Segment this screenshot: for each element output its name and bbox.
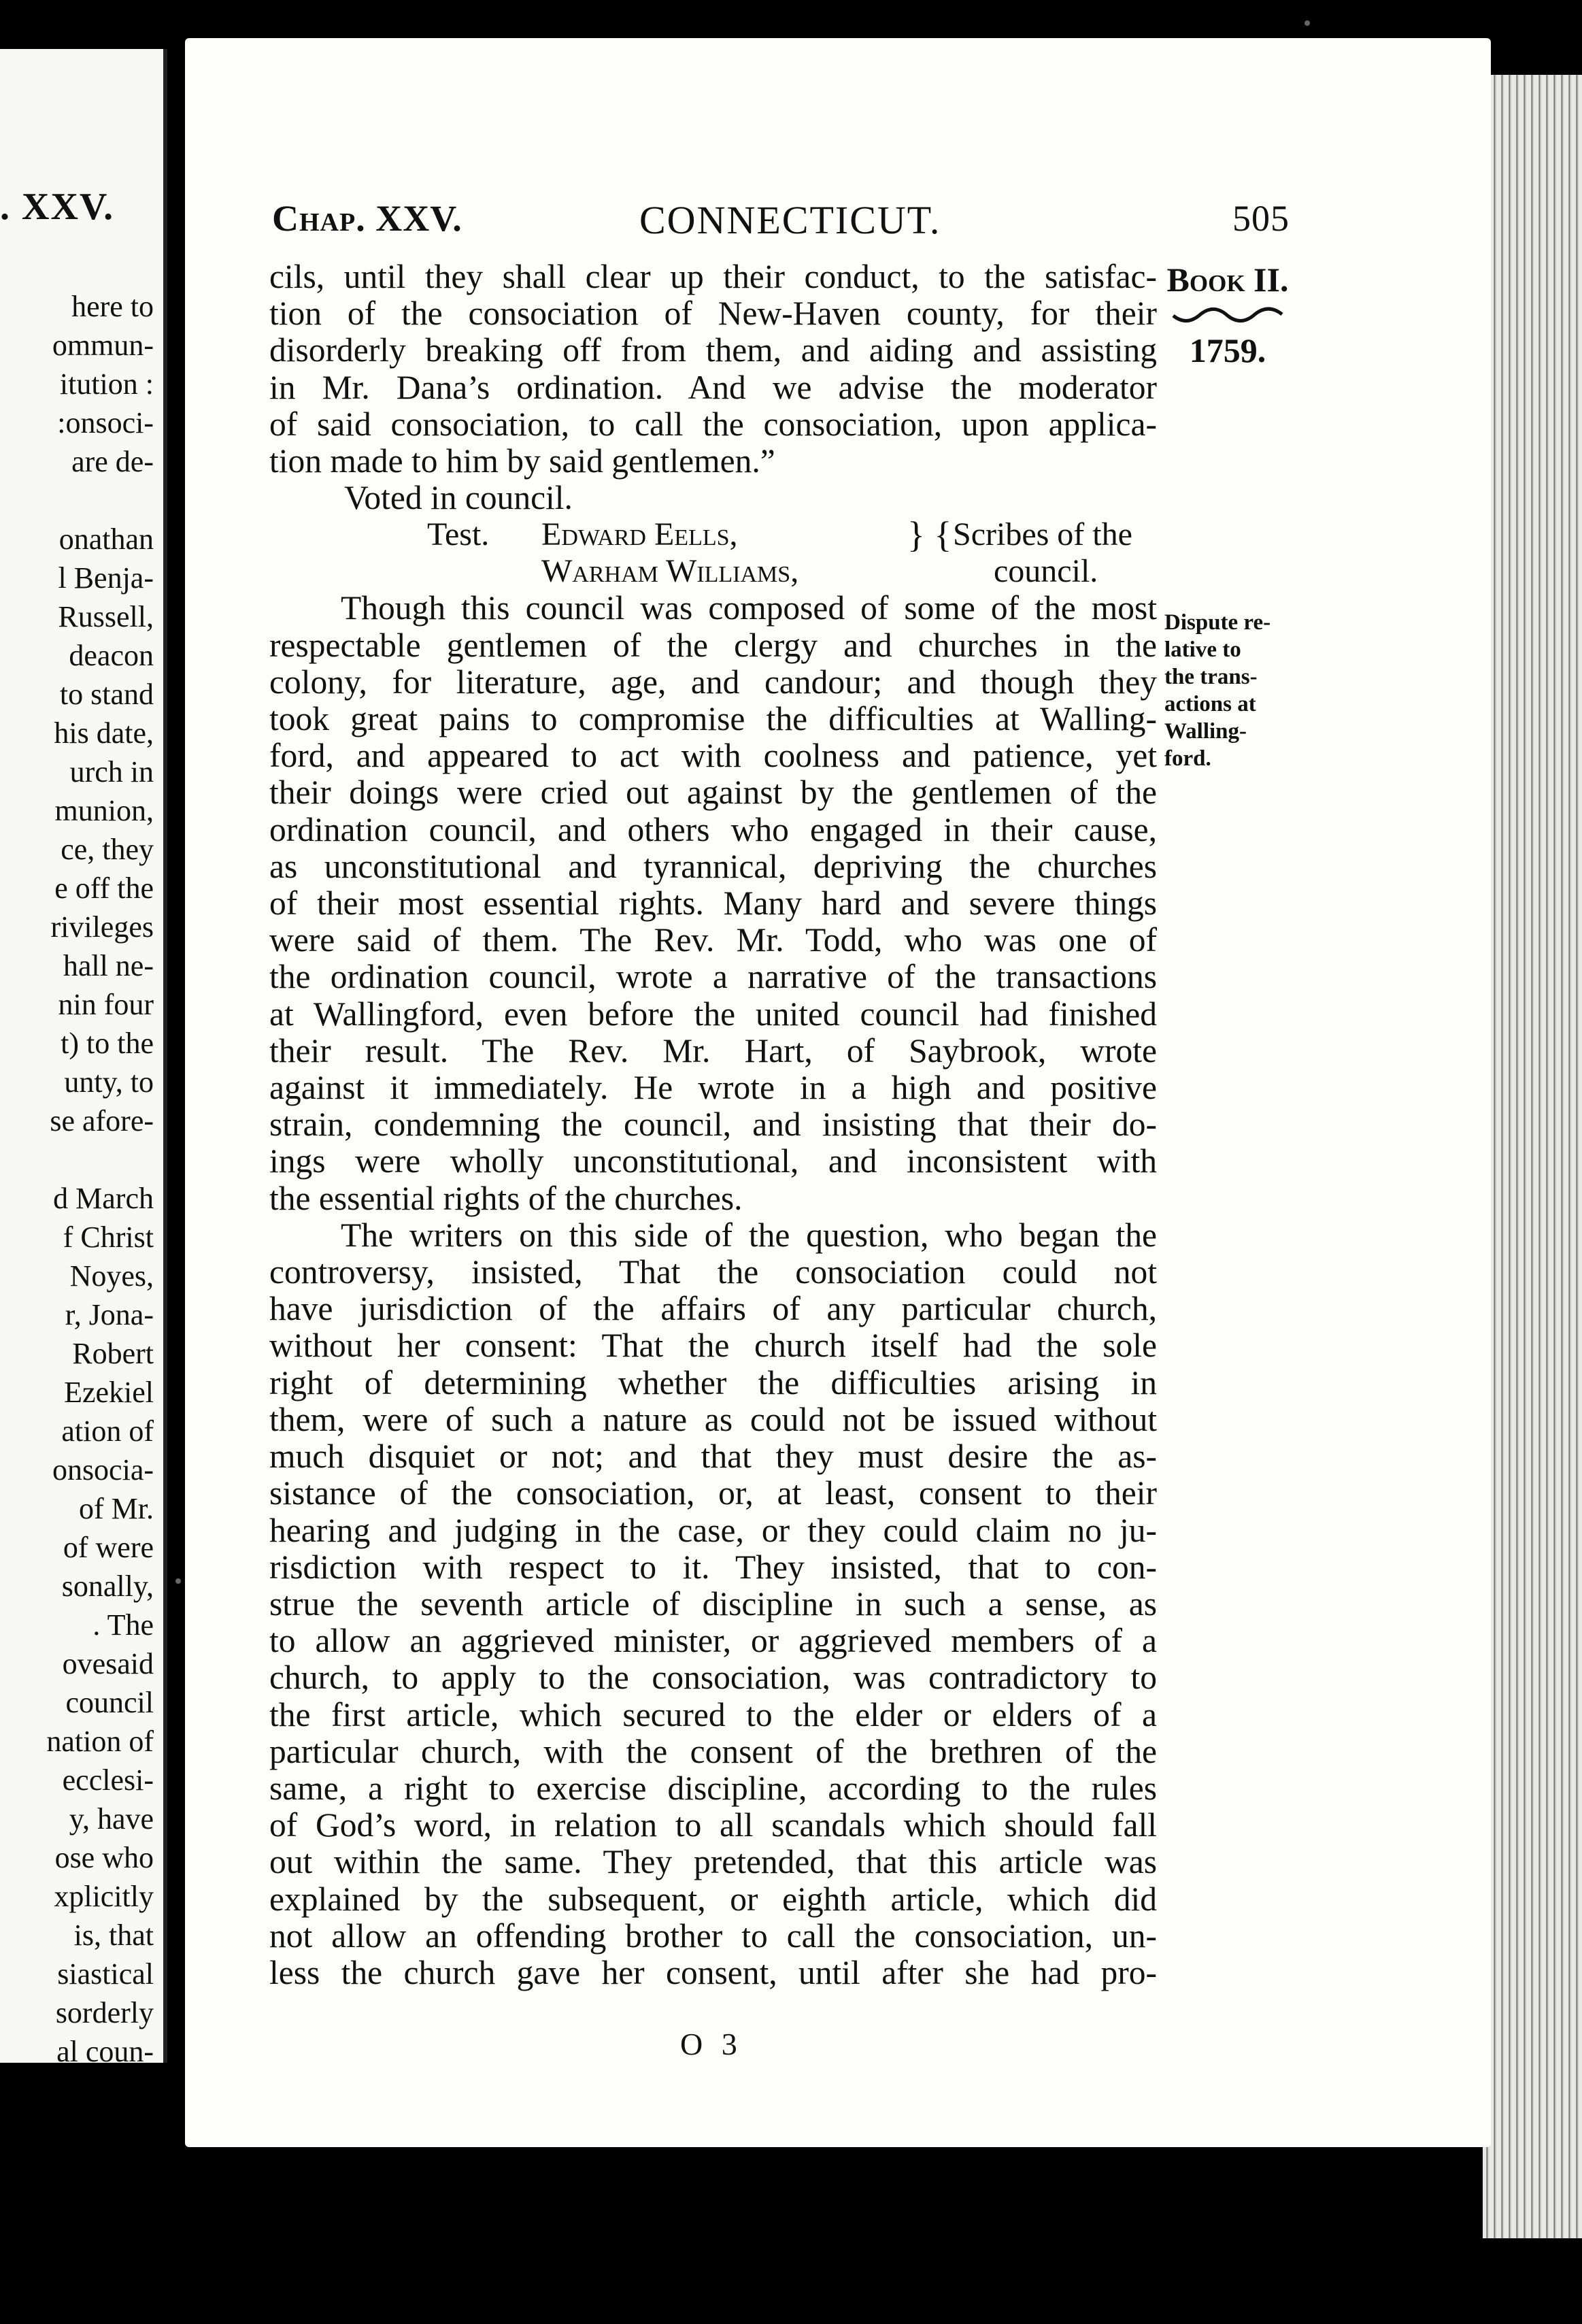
left-page-line: y, have: [69, 1802, 154, 1836]
left-page-line: Robert: [72, 1337, 154, 1370]
margin-note-line: ford.: [1164, 746, 1211, 771]
left-page-line: Russell,: [58, 600, 154, 633]
left-page-line: council: [65, 1686, 154, 1719]
text-line: less the church gave her consent, until after she had pro-: [269, 1953, 1157, 1991]
left-page-line: siastical: [57, 1957, 154, 1991]
left-page-line: rivileges: [50, 910, 154, 944]
text-line: against it immediately. He wrote in a high and positive: [269, 1069, 1157, 1107]
left-page-line: r, Jona-: [65, 1298, 154, 1331]
speck: [175, 1578, 181, 1584]
left-page-line: urch in: [69, 755, 154, 788]
left-page-line: xplicitly: [54, 1880, 154, 1913]
left-page-line: munion,: [54, 794, 154, 827]
text-line: Though this council was composed of some of the most: [341, 589, 1157, 627]
signatory-name: Edward Eells,: [541, 516, 738, 553]
text-line: same, a right to exercise discipline, according to the rules: [269, 1769, 1157, 1807]
left-page-line: itution :: [59, 367, 154, 401]
running-title: CONNECTICUT.: [639, 198, 941, 242]
left-page-line: sonally,: [61, 1570, 154, 1603]
left-page-line: d March: [53, 1182, 154, 1215]
left-page-line: e off the: [54, 872, 154, 905]
left-page-line: ommun-: [52, 329, 154, 362]
text-line: of God’s word, in relation to all scandals which should fall: [269, 1806, 1157, 1844]
text-line: right of determining whether the difficulties arising in: [269, 1363, 1157, 1401]
text-line: tion of the consociation of New-Haven county, for their: [269, 295, 1157, 333]
text-line: controversy, insisted, That the consociation could not: [269, 1253, 1157, 1291]
text-line: of said consociation, to call the consociation, upon applica-: [269, 405, 1157, 443]
text-line: explained by the subsequent, or eighth article, which did: [269, 1880, 1157, 1918]
left-page-line: [46, 1140, 154, 1179]
body-text: [269, 259, 1157, 1991]
text-line: tion made to him by said gentlemen.”: [269, 442, 775, 480]
left-page-line: onsocia-: [52, 1453, 154, 1487]
text-line: the first article, which secured to the elder or elders of a: [269, 1695, 1157, 1733]
left-page-line: ose who: [54, 1841, 154, 1874]
text-line: sistance of the consociation, or, at least, consent to their: [269, 1474, 1157, 1512]
book-label: Book II.: [1166, 261, 1289, 299]
left-page-line: of were: [63, 1531, 154, 1564]
text-line: out within the same. They pretended, that this article was: [269, 1843, 1157, 1881]
text-line: hearing and judging in the case, or they could claim no ju-: [269, 1511, 1157, 1549]
left-page-line: al coun-: [56, 2035, 154, 2063]
left-page-line: . The: [92, 1608, 154, 1642]
left-page-text: [46, 287, 154, 2063]
left-page-line: :onsoci-: [57, 406, 154, 439]
left-page-line: Noyes,: [69, 1259, 154, 1293]
left-page-line: ovesaid: [62, 1647, 154, 1680]
left-page-line: Ezekiel: [64, 1376, 154, 1409]
margin-note-line: Walling-: [1164, 719, 1247, 744]
paragraph: [269, 590, 1157, 1216]
left-page-line: ation of: [61, 1414, 154, 1448]
left-page-line: is, that: [73, 1919, 154, 1952]
left-page-line: unty, to: [64, 1065, 154, 1099]
left-page-line: hall ne-: [63, 949, 154, 982]
left-page-line: his date,: [54, 716, 154, 750]
left-page-line: f Christ: [63, 1221, 154, 1254]
text-line: strain, condemning the council, and insisting that their do-: [269, 1106, 1157, 1144]
left-page-line: l Benja-: [58, 561, 154, 595]
text-line: at Wallingford, even before the united council had finished: [269, 995, 1157, 1033]
signatory-name: Warham Williams,: [541, 553, 799, 590]
left-page-line: t) to the: [61, 1027, 154, 1060]
text-line: particular church, with the consent of the brethren of the: [269, 1732, 1157, 1770]
swash-ornament-icon: [1170, 301, 1285, 328]
signatory-role: Scribes of the: [953, 516, 1132, 553]
text-line: ford, and appeared to act with coolness and patience, yet: [269, 737, 1157, 775]
margin-note: [1164, 609, 1300, 772]
left-page-line: of Mr.: [79, 1492, 154, 1525]
paragraph: [269, 1217, 1157, 1991]
margin-note-line: Dispute re-: [1164, 610, 1271, 635]
text-line: their result. The Rev. Mr. Hart, of Saybrook, wrote: [269, 1031, 1157, 1069]
margin-note-line: lative to: [1164, 637, 1241, 662]
page-edges: [1483, 75, 1582, 2238]
signatory-role: council.: [994, 553, 1098, 590]
text-line: took great pains to compromise the difficulties at Walling-: [269, 700, 1157, 738]
text-line: much disquiet or not; and that they must desire the as-: [269, 1438, 1157, 1476]
left-page-line: are de-: [71, 445, 154, 478]
text-line: cils, until they shall clear up their conduct, to the satisfac-: [269, 258, 1157, 295]
text-line: their doings were cried out against by the gentlemen of the: [269, 774, 1157, 812]
test-label: Test.: [427, 516, 490, 553]
left-page-line: [46, 481, 154, 520]
chapter-heading: Chap. XXV.: [272, 198, 462, 239]
left-page-line: nation of: [46, 1725, 154, 1758]
left-page-line: deacon: [69, 639, 154, 672]
text-line: the ordination council, wrote a narrative of the transactions: [269, 958, 1157, 996]
text-line: were said of them. The Rev. Mr. Todd, who was one of: [269, 921, 1157, 959]
page-number: 505: [1232, 198, 1290, 239]
left-page-line: se afore-: [50, 1104, 154, 1138]
text-line: the essential rights of the churches.: [269, 1179, 743, 1217]
left-page-line: sorderly: [55, 1996, 154, 2029]
text-line: ordination council, and others who engaged in their cause,: [269, 810, 1157, 848]
voted-line: Voted in council.: [344, 479, 573, 517]
text-line: church, to apply to the consociation, was contradictory to: [269, 1659, 1157, 1697]
text-line: colony, for literature, age, and candour; and though they: [269, 663, 1157, 701]
text-line: without her consent: That the church itself had the sole: [269, 1327, 1157, 1365]
left-facing-page: [0, 49, 167, 2063]
signature-mark: O 3: [680, 2027, 743, 2061]
quote-block: [269, 259, 1157, 480]
text-line: have jurisdiction of the affairs of any particular church,: [269, 1290, 1157, 1328]
text-line: of their most essential rights. Many hard and severe things: [269, 884, 1157, 923]
left-page-line: onathan: [58, 522, 154, 556]
brace-mark: } {: [907, 514, 952, 556]
text-line: to allow an aggrieved minister, or aggrieved members of a: [269, 1622, 1157, 1660]
margin-note-line: actions at: [1164, 692, 1256, 716]
text-line: respectable gentlemen of the clergy and churches in the: [269, 626, 1157, 664]
text-line: them, were of such a nature as could not be issued without: [269, 1400, 1157, 1438]
text-line: risdiction with respect to it. They insisted, that to con-: [269, 1548, 1157, 1586]
book-sidebar: [1163, 260, 1292, 370]
left-page-line: nin four: [58, 988, 154, 1021]
text-line: not allow an offending brother to call the consociation, un-: [269, 1916, 1157, 1955]
year-label: 1759.: [1189, 331, 1266, 369]
left-page-line: to stand: [59, 678, 154, 711]
left-page-line: ce, they: [61, 833, 154, 866]
text-line: in Mr. Dana’s ordination. And we advise the moderator: [269, 368, 1157, 406]
left-page-header: . XXV.: [0, 186, 115, 228]
text-line: ings were wholly unconstitutional, and inconsistent with: [269, 1142, 1157, 1180]
left-page-line: here to: [71, 290, 154, 323]
margin-note-line: the trans-: [1164, 665, 1258, 689]
text-line: disorderly breaking off from them, and aiding and assisting: [269, 331, 1157, 369]
text-line: The writers on this side of the question, who began the: [341, 1216, 1157, 1254]
signatories: [269, 516, 1157, 590]
text-line: as unconstitutional and tyrannical, depriving the churches: [269, 847, 1157, 885]
speck: [1305, 20, 1310, 26]
left-page-line: ecclesi-: [62, 1763, 154, 1797]
text-line: strue the seventh article of discipline in such a sense, as: [269, 1584, 1157, 1623]
